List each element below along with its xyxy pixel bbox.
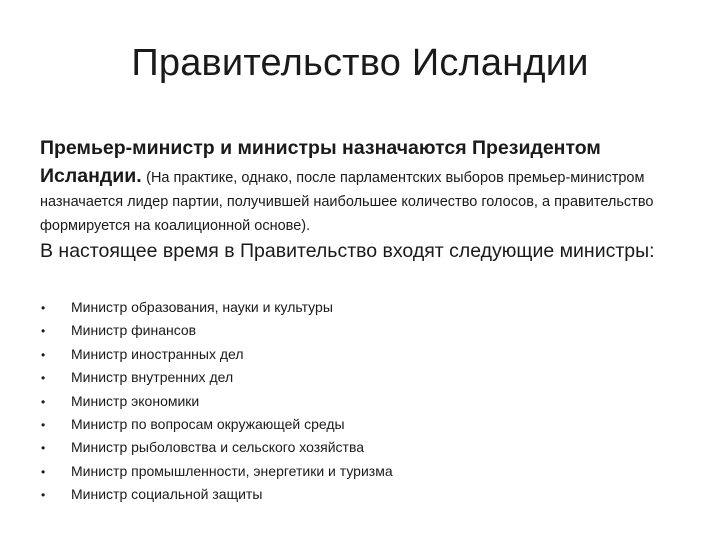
- intro-lead: Премьер-министр и министры назначаются Президентом Исландии.: [40, 137, 601, 187]
- bullet: •: [41, 488, 46, 503]
- list-item: [40, 319, 680, 342]
- list-item: [40, 483, 680, 506]
- ministers-list: [40, 296, 680, 507]
- slide-title: Правительство Исландии: [131, 42, 589, 84]
- bullet: •: [41, 324, 46, 339]
- list-item: [40, 390, 680, 413]
- minister-label: Министр экономики: [71, 392, 200, 409]
- bullet: •: [41, 301, 46, 315]
- minister-label: Министр образования, науки и культуры: [71, 299, 333, 315]
- list-item: [40, 366, 680, 389]
- minister-label: Министр промышленности, энергетики и туризма: [71, 462, 393, 479]
- intro-note: (На практике, однако, после парламентских выборов премьер-министром назначается лидер партии, получившей наибольшее количество голосов, а правительство формируется на коалиционной основе).: [40, 170, 654, 234]
- composition-heading: В настоящее время в Правительство входят следующие министры:: [40, 240, 655, 262]
- bullet: •: [41, 464, 46, 479]
- minister-label: Министр иностранных дел: [71, 345, 244, 362]
- intro-paragraph: [40, 134, 690, 238]
- list-item: [40, 436, 680, 459]
- minister-label: Министр финансов: [71, 322, 197, 339]
- list-item: [40, 413, 680, 436]
- bullet: •: [41, 371, 46, 386]
- list-item: [40, 460, 680, 483]
- bullet: •: [41, 347, 46, 362]
- bullet: •: [41, 417, 46, 432]
- bullet: •: [41, 394, 46, 409]
- minister-label: Министр по вопросам окружающей среды: [71, 415, 345, 432]
- minister-label: Министр рыболовства и сельского хозяйства: [71, 439, 365, 456]
- minister-label: Министр внутренних дел: [71, 369, 234, 386]
- bullet: •: [41, 441, 46, 456]
- list-item: [40, 296, 680, 319]
- list-item: [40, 343, 680, 366]
- minister-label: Министр социальной защиты: [71, 486, 263, 503]
